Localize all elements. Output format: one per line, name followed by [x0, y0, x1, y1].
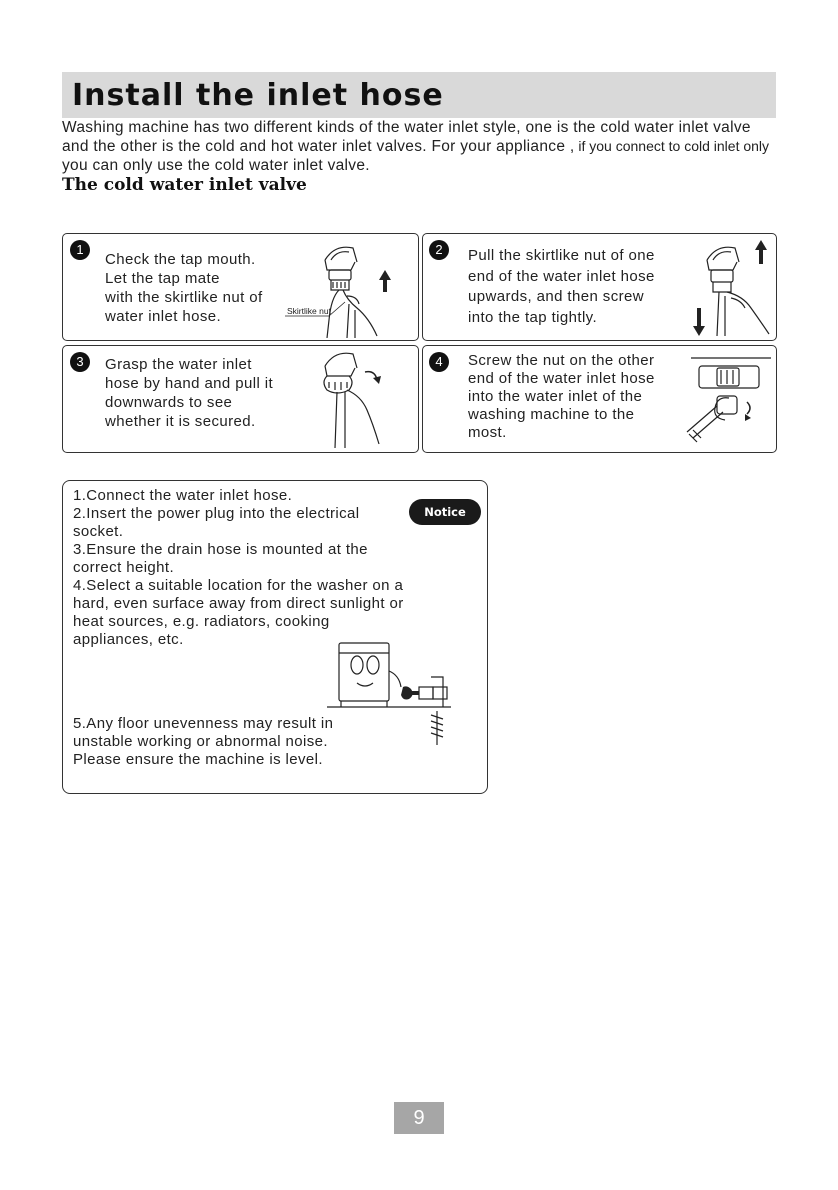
- step-text-4: Screw the nut on the other end of the water inlet hose into the water inlet of the washing machine to the most.: [468, 352, 655, 441]
- step-number-3: 3: [70, 352, 90, 372]
- step-number-1: 1: [70, 240, 90, 260]
- intro-paragraph: [62, 118, 778, 175]
- step-text-2: Pull the skirtlike nut of one end of the water inlet hose upwards, and then screw into the tap tightly.: [468, 247, 655, 326]
- page-number: 9: [394, 1102, 444, 1134]
- notice-box: [62, 480, 488, 794]
- step-number-4: 4: [429, 352, 449, 372]
- notice-badge: Notice: [409, 499, 481, 525]
- notice-item-1: 1.Connect the water inlet hose.: [73, 487, 293, 504]
- notice-item-4: 4.Select a suitable location for the washer on a hard, even surface away from direct sunlight or heat sources, e.g. radiators, cooking appliances, etc.: [73, 577, 404, 648]
- tap-skirtlike-nut-icon: [285, 240, 415, 338]
- title-bar: [62, 72, 776, 118]
- step-text-3: Grasp the water inlet hose by hand and pull it downwards to see whether it is secured.: [105, 356, 274, 430]
- notice-item-3: 3.Ensure the drain hose is mounted at the correct height.: [73, 541, 368, 576]
- step-card-2: [422, 233, 777, 341]
- washer-plugging-in-icon: [327, 637, 457, 747]
- intro-text-small: if you connect to cold inlet only: [574, 138, 770, 154]
- page-title: Install the inlet hose: [72, 78, 444, 113]
- step-card-1: [62, 233, 419, 341]
- notice-item-2: 2.Insert the power plug into the electrical socket.: [73, 505, 360, 540]
- intro-text: Washing machine has two different kinds of the water inlet style, one is the cold water inlet valve and the other is the cold and hot water inlet valves. For your appliance ,: [62, 119, 751, 155]
- section-subheading: The cold water inlet valve: [62, 175, 307, 195]
- pull-nut-upwards-icon: [691, 236, 775, 338]
- step-card-4: [422, 345, 777, 453]
- step-number-2: 2: [429, 240, 449, 260]
- grasp-hose-icon: [307, 348, 407, 450]
- step-text-1: Check the tap mouth. Let the tap mate with the skirtlike nut of water inlet hose.: [105, 251, 263, 325]
- intro-text-end: you can only use the cold water inlet valve.: [62, 157, 370, 174]
- skirtlike-nut-label: Skirtlike nut: [287, 306, 331, 316]
- step-card-3: [62, 345, 419, 453]
- notice-item-5: 5.Any floor unevenness may result in unstable working or abnormal noise. Please ensure the machine is level.: [73, 715, 334, 768]
- washer-inlet-connection-icon: [683, 352, 775, 448]
